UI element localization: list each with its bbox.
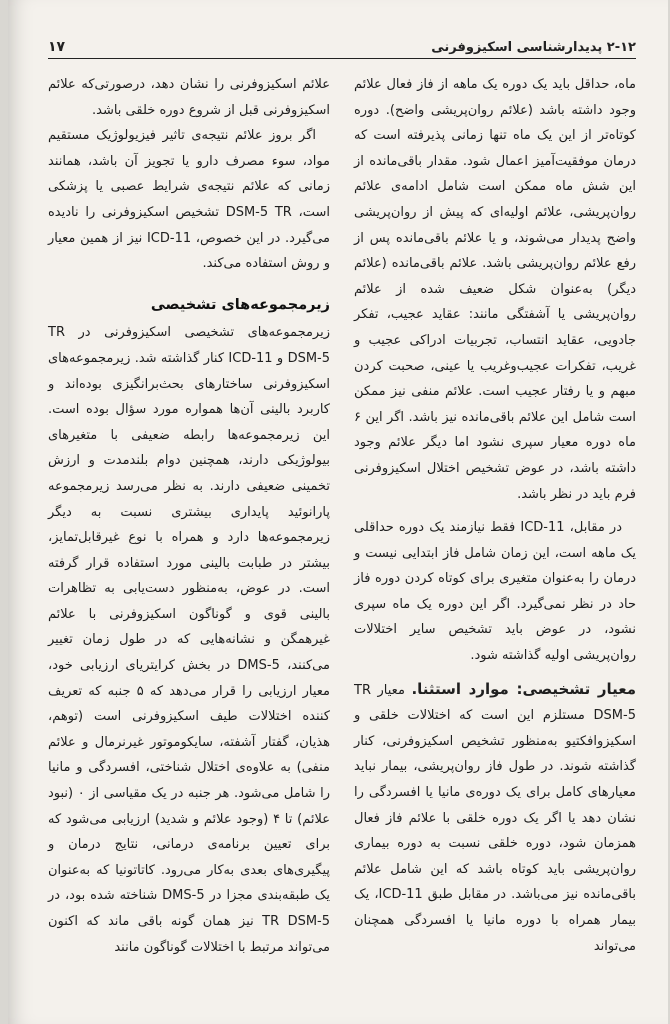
paragraph: در مقابل، ICD-11 فقط نیازمند یک دوره حداقلی یک ماهه است، این زمان شامل فاز ابتدایی نیست و درمان را به‌عنوان متغیری برای کوتاه کردن دوره فاز حاد در نظر نمی‌گیرد. اگر این دوره یک ماه سپری نشود، در عوض باید تشخیص سایر اختلالات روان‌پریشی اولیه گذاشته شود.: [354, 520, 636, 664]
left-text-column: [48, 72, 330, 960]
paragraph: زیرمجموعه‌های تشخیصی اسکیزوفرنی در TR DSM-5 و ICD-11 کنار گذاشته شد. زیرمجموعه‌های اسکیزوفرنی ساختارهای بحث‌برانگیزی بوده‌اند و کاربرد بالینی آن‌ها همواره مورد سؤال بوده است. این زیرمجموعه‌ها رابطه ضعیفی با متغیرهای بیولوژیکی دارند، همچنین دوام بلندمدت و ارزش تخمینی ضعیفی دارند. به نظر می‌رسد زیرمجموعه پارانوئید پایداری بیشتری نسبت به دیگر زیرمجموعه‌ها دارد و همراه با نوع غیرقابل‌تمایز، بیشتر در طبابت بالینی مورد استفاده قرار گرفته است. در عوض، به‌منظور دست‌یابی به تظاهرات بالینی قوی و گوناگون اسکیزوفرنی با علائم غیرهمگن و نشانه‌هایی که در طول زمان تغییر می‌کنند، DMS-5 در بخش کرایتریای ارزیابی خود، معیار ارزیابی را قرار می‌دهد که ۵ جنبه که تعریف کننده اختلالات طیف اسکیزوفرنی است (توهم، هذیان، گفتار آشفته، سایکوموتور غیرنرمال و علائم منفی) به علاوه‌ی اختلال شناختی، افسردگی و مانیا را شامل می‌شود. هر جنبه در یک مقیاسی از ۰ (نبود علائم) تا ۴ (وجود علائم و شدید) ارزیابی می‌شود که برای تعیین برنامه‌ی درمانی، نتایج درمان و پیگیری‌های بعدی به‌کار می‌رود. کاتاتونیا که به‌عنوان یک طبقه‌بندی مجزا در DMS-5 شناخته شده بود، در TR DSM-5 نیز همان گونه باقی ماند که اکنون می‌تواند مرتبط با اختلالات گوناگون مانند: [48, 325, 331, 955]
section-heading: زیرمجموعه‌های تشخیصی: [150, 296, 330, 313]
paragraph: ماه، حداقل باید یک دوره یک ماهه از فاز فعال علائم وجود داشته باشد (علائم روان‌پریشی واضح). دوره کوتاه‌تر از این یک ماه تنها زمانی پذیرفته است که درمان موفقیت‌آمیز اعمال شود. مقدار باقی‌مانده از این شش ماه ممکن است شامل ادامه‌ی علائم روان‌پریشی، علائم اولیه‌ای که پیش از روان‌پریشی واضح پدیدار می‌شوند، و یا علائم باقی‌مانده پس از رفع علائم روان‌پریشی باشد. علائم باقی‌مانده (علائم دیگر) به‌عنوان شکل ضعیف شده از علائم روان‌پریشی یا آشفتگی مانند: عقاید عجیب، تفکر جادویی، عقاید انتساب، تجربیات ادراکی عجیب و غریب، تفکرات عجیب‌وغریب یا عینی، صحبت کردن مبهم و یا رفتار عجیب است. علائم منفی نیز ممکن است شامل این علائم باقی‌مانده نیز باشد. اگر این ۶ ماه دوره معیار سپری نشود اما دیگر علائم وجود داشته باشد، در عوض تشخیص اختلال اسکیزوفرنی فرم باید در نظر باشد.: [354, 77, 636, 502]
paragraph-with-lead: [354, 677, 636, 960]
book-page: [8, 0, 668, 1024]
paragraph: علائم اسکیزوفرنی را نشان دهد، درصورتی‌که علائم اسکیزوفرنی قبل از شروع دوره خلقی باشد.: [48, 77, 330, 118]
paragraph: اگر بروز علائم نتیجه‌ی تاثیر فیزیولوژیک مستقیم مواد، سوء مصرف دارو یا تجویز آن باشد، همانند زمانی که علائم نتیجه‌ی شرایط عصبی یا پزشکی است، DSM-5 TR تشخیص اسکیزوفرنی را نادیده می‌گیرد. در این خصوص، ICD-11 نیز از همین معیار و روش استفاده می‌کند.: [48, 128, 330, 272]
running-header: [48, 36, 636, 59]
chapter-title: ۲-۱۲ پدیدارشناسی اسکیزوفرنی: [431, 40, 636, 55]
paragraph-body: معیار TR DSM-5 مستلزم این است که اختلالات خلقی و اسکیزوافکتیو به‌منظور تشخیص اسکیزوفرنی، کنار گذاشته شوند. در طول فاز روان‌پریشی، بیمار نباید معیارهای کامل برای یک دوره‌ی مانیا یا افسردگی را نشان دهد یا اگر یک دوره خلقی با علائم فاز فعال همزمان شود، دوره خلقی نسبت به دوره بیماری روان‌پریشی باید کوتاه باشد که این شامل علائم باقی‌مانده نیز می‌باشد. در مقابل طبق ICD-11، یک بیمار همراه با دوره مانیا یا افسردگی همچنان می‌تواند: [354, 682, 636, 954]
criterion-heading: معیار تشخیصی: موارد استثنا.: [411, 679, 636, 698]
right-text-column: [354, 72, 636, 959]
page-number: ۱۷: [48, 39, 66, 55]
